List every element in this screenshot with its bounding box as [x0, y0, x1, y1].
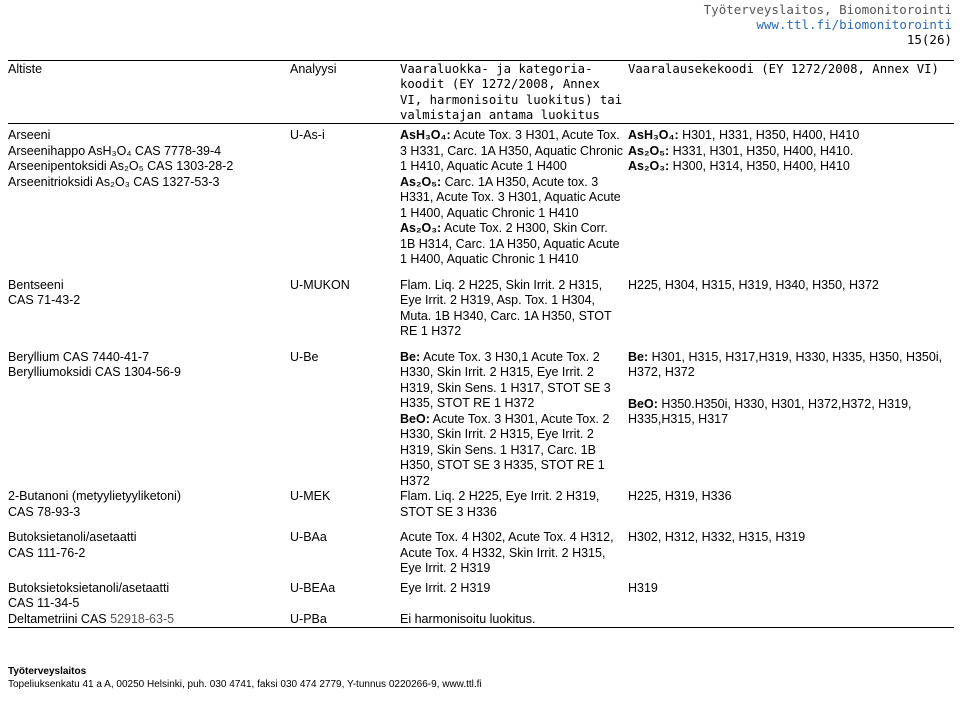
cell-lauseke: H225, H319, H336	[628, 489, 732, 504]
cell-analyysi: U-Be	[290, 349, 319, 364]
table-row	[8, 612, 954, 628]
hazard-table	[8, 60, 954, 628]
table-row	[8, 124, 954, 268]
cell-luokka: Flam. Liq. 2 H225, Eye Irrit. 2 H319, STOT SE 3 H336	[400, 489, 600, 519]
page-header	[704, 2, 952, 47]
cell-lauseke: Be: H301, H315, H317,H319, H330, H335, H350, H350i, H372, H372 BeO: H350.H350i, H330, H301, H372,H372, H319, H335,H315, H317	[628, 349, 943, 427]
table-header-row	[8, 61, 954, 124]
cell-altiste: Beryllium CAS 7440-41-7 Berylliumoksidi CAS 1304-56-9	[8, 349, 181, 380]
table-row	[8, 268, 954, 340]
page-number: 15(26)	[906, 32, 952, 47]
cell-luokka: Acute Tox. 4 H302, Acute Tox. 4 H312, Acute Tox. 4 H332, Skin Irrit. 2 H315, Eye Irrit. 2 H319	[400, 530, 614, 576]
cell-analyysi: U-BEAa	[290, 580, 336, 595]
cell-analyysi: U-As-i	[290, 128, 325, 143]
cell-lauseke: AsH₃O₄: H301, H331, H350, H400, H410 As₂O₅: H331, H301, H350, H400, H410. As₂O₃: H300, H314, H350, H400, H410	[628, 128, 860, 174]
table-row	[8, 489, 954, 520]
cell-analyysi: U-PBa	[290, 612, 400, 628]
cell-altiste: Bentseeni CAS 71-43-2	[8, 277, 81, 308]
page-footer	[8, 665, 954, 691]
cell-lauseke: H302, H312, H332, H315, H319	[628, 530, 806, 545]
cell-lauseke	[628, 612, 954, 628]
footer-org-name: Työterveyslaitos	[8, 666, 87, 677]
cell-luokka: Ei harmonisoitu luokitus.	[400, 612, 628, 628]
cell-analyysi: U-MUKON	[290, 277, 350, 292]
col-header-analyysi: Analyysi	[290, 61, 400, 124]
footer-address: Topeliuksenkatu 41 a A, 00250 Helsinki, puh. 030 4741, faksi 030 474 2779, Y-tunnus 0220266-9, www.ttl.fi	[8, 679, 482, 690]
table-row	[8, 577, 954, 612]
col-header-luokka: Vaaraluokka- ja kategoria-koodit (EY 1272/2008, Annex VI, harmonisoitu luokitus) tai valmistajan antama luokitus	[400, 61, 628, 124]
cell-luokka: Eye Irrit. 2 H319	[400, 580, 491, 595]
cell-altiste: Arseeni Arseenihappo AsH₃O₄ CAS 7778-39-4 Arseenipentoksidi As₂O₅ CAS 1303-28-2 Arseenitrioksidi As₂O₃ CAS 1327-53-3	[8, 128, 234, 189]
col-header-altiste: Altiste	[8, 61, 290, 124]
cell-luokka: Be: Acute Tox. 3 H30,1 Acute Tox. 2 H330, Skin Irrit. 2 H315, Eye Irrit. 2 H319, Skin Sens. 1 H317, STOT SE 3 H335, STOT RE 1 H372 BeO: Acute Tox. 3 H301, Acute Tox. 2 H330, Skin Irrit. 2 H315, Eye Irrit. 2 H319, Skin Sens. 1 H317, Carc. 1B H350, STOT SE 3 H335, STOT RE 1 H372	[400, 349, 611, 488]
cell-altiste: Deltametriini CAS 52918-63-5	[8, 612, 290, 628]
header-url-link[interactable]: www.ttl.fi/biomonitorointi	[756, 17, 952, 32]
cell-lauseke: H319	[628, 580, 658, 595]
cell-analyysi: U-MEK	[290, 489, 331, 504]
cell-analyysi: U-BAa	[290, 530, 327, 545]
table-row	[8, 340, 954, 490]
cell-lauseke: H225, H304, H315, H319, H340, H350, H372	[628, 277, 879, 292]
table-row	[8, 520, 954, 577]
cell-luokka: Flam. Liq. 2 H225, Skin Irrit. 2 H315, Eye Irrit. 2 H319, Asp. Tox. 1 H304, Muta. 1B H340, Carc. 1A H350, STOT RE 1 H372	[400, 277, 612, 339]
cell-luokka: AsH₃O₄: Acute Tox. 3 H301, Acute Tox. 3 H331, Carc. 1A H350, Aquatic Chronic 1 H410, Aquatic Acute 1 H400 As₂O₅: Carc. 1A H350, Acute tox. 3 H331, Acute Tox. 3 H301, Aquatic Acute 1 H400, Aquatic Chronic 1 H410 As₂O₃: Acute Tox. 2 H300, Skin Corr. 1B H314, Carc. 1A H350, Aquatic Acute 1 H400, Aquatic Chronic 1 H410	[400, 128, 624, 267]
col-header-lauseke: Vaaralausekekoodi (EY 1272/2008, Annex VI)	[628, 61, 954, 124]
cell-altiste: Butoksietoksietanoli/asetaatti CAS 11-34-5	[8, 580, 170, 611]
cell-altiste: 2-Butanoni (metyylietyyliketoni) CAS 78-93-3	[8, 489, 181, 519]
header-organization: Työterveyslaitos, Biomonitorointi	[703, 2, 952, 17]
cell-altiste: Butoksietanoli/asetaatti CAS 111-76-2	[8, 530, 137, 560]
